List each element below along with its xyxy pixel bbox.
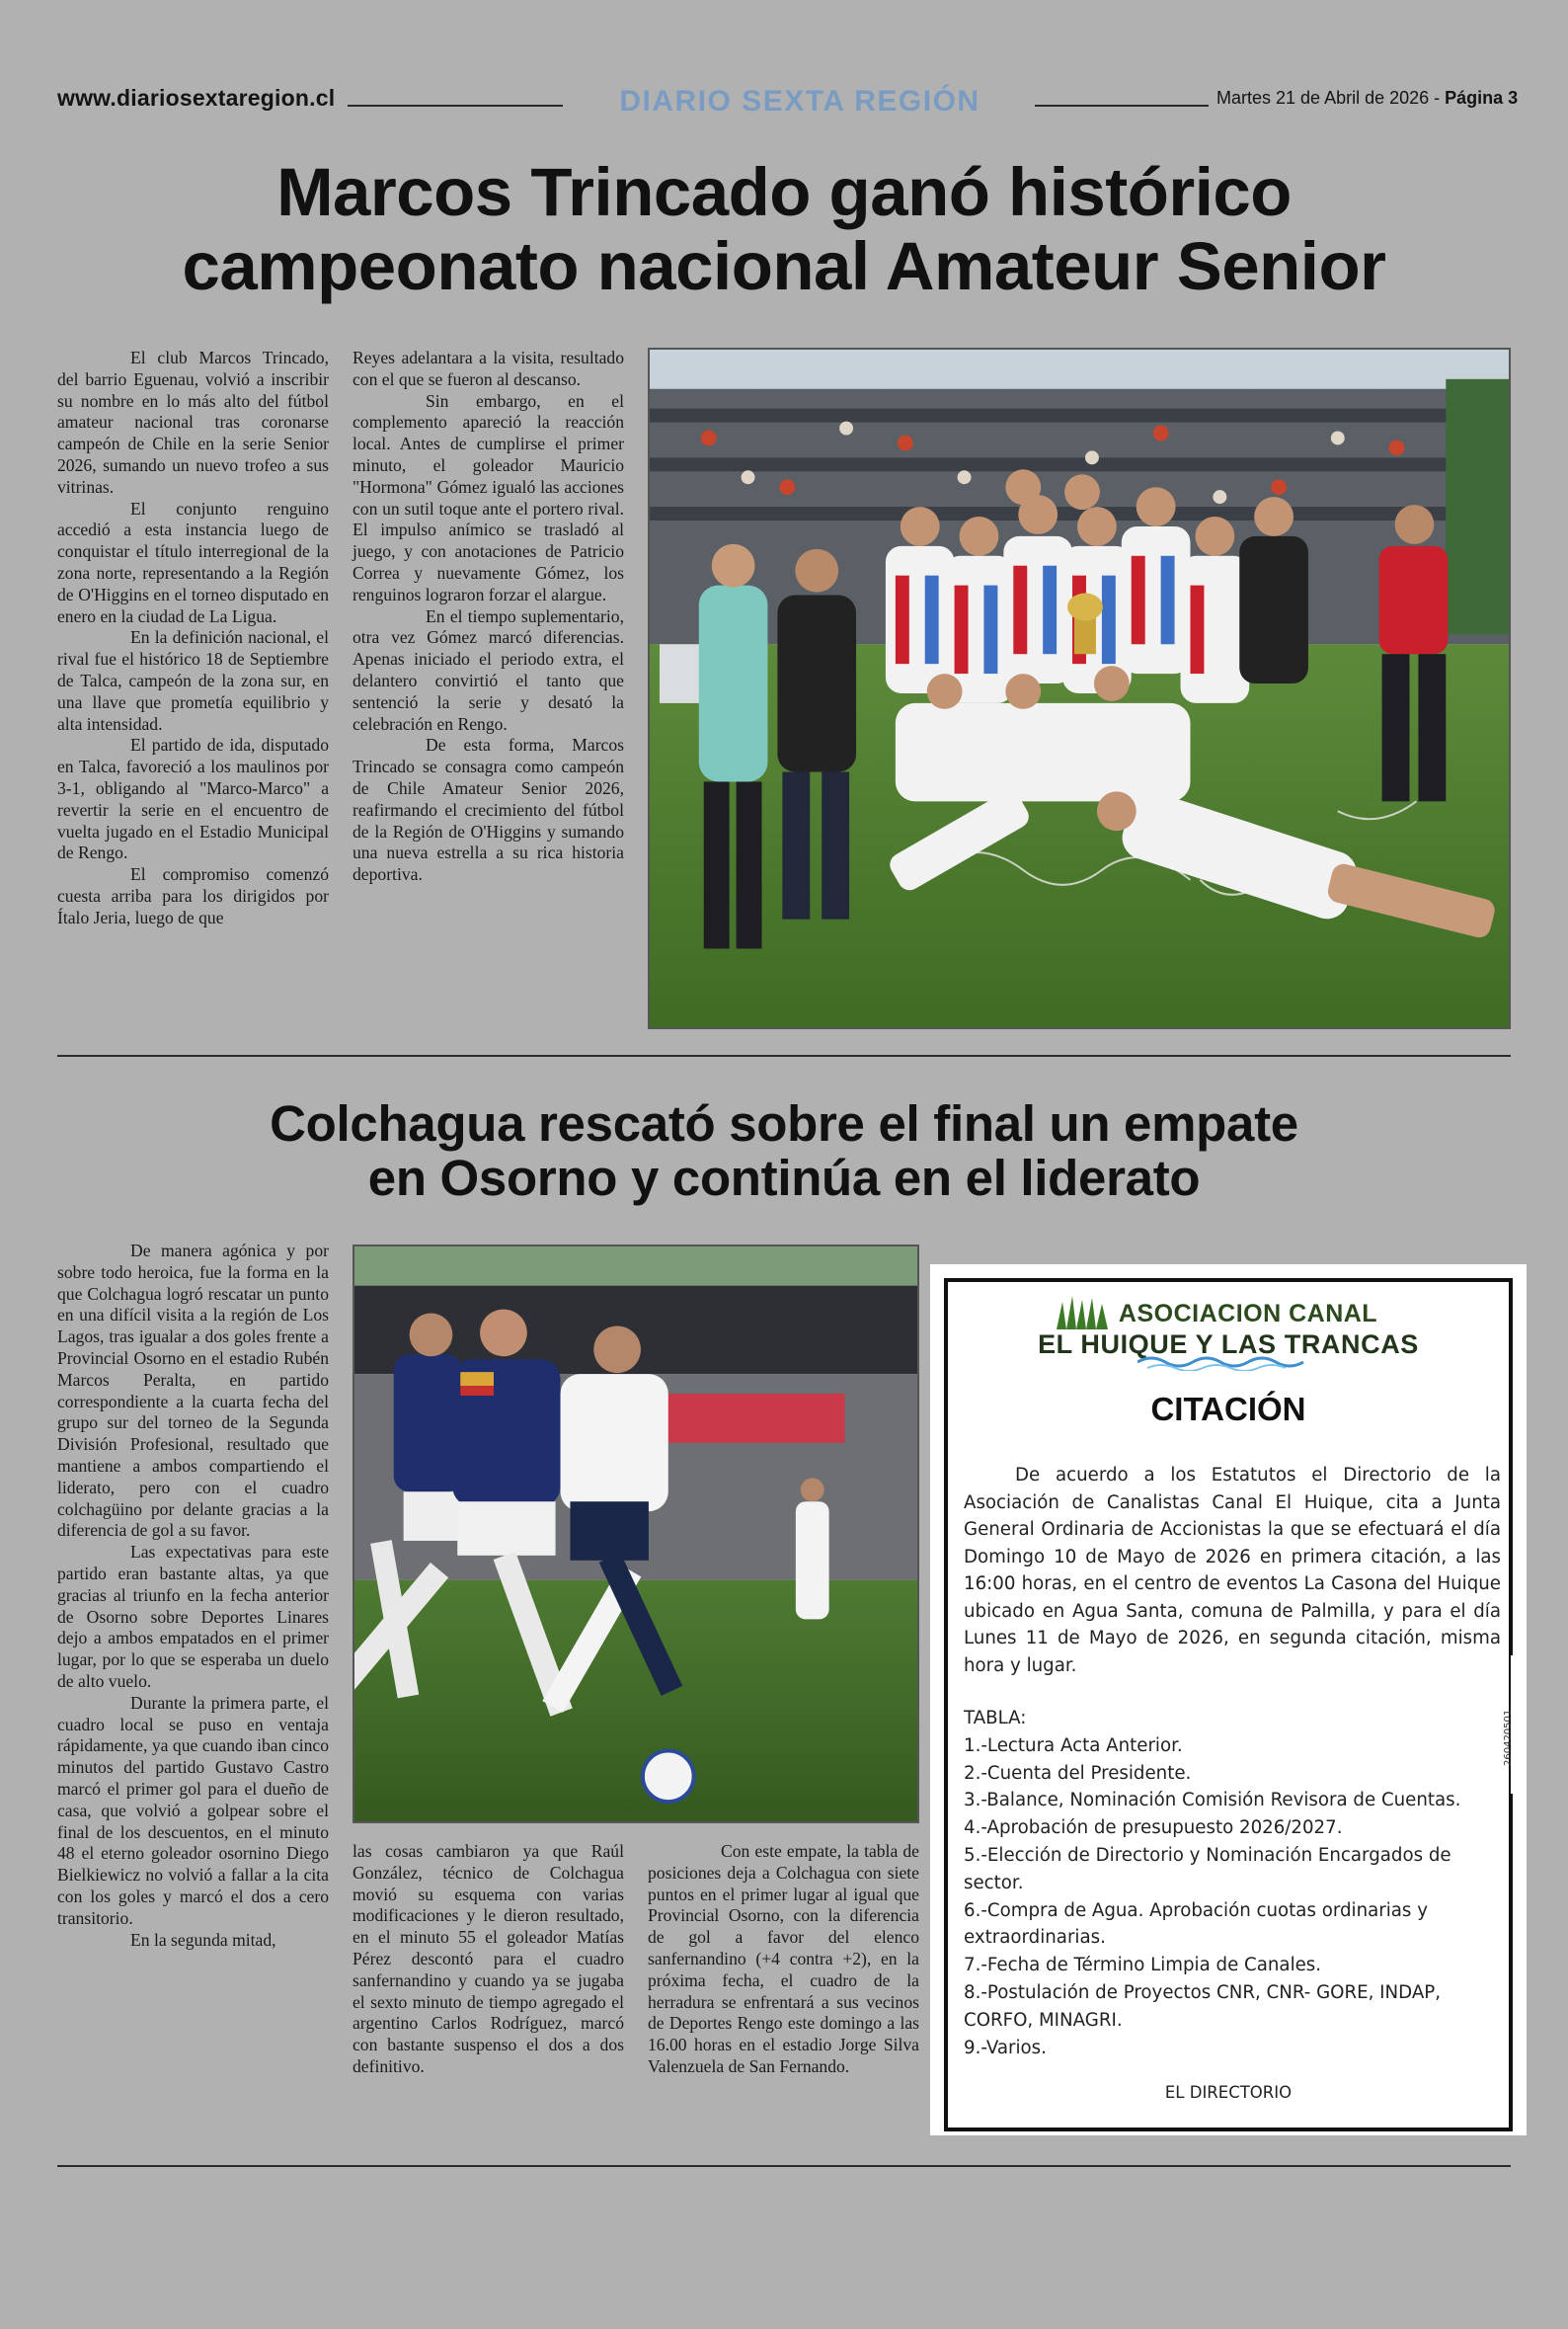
notice-paragraph: De acuerdo a los Estatutos el Directorio de la Asociación de Canalistas Canal El Huique, cita a Junta General Ordinaria de Accionistas la que se efectuará el día Domingo 10 de Mayo de 2026 en primera citación, a las 16:00 horas, en el centro de eventos La Casona del Huique ubicado en Agua Santa, comuna de Palmilla, y para el día Lunes 11 de Mayo de 2026, en segunda citación, misma hora y lugar. xyxy=(964,1465,1501,1676)
agenda-item: 9.-Varios. xyxy=(964,2037,1047,2058)
date-text: Martes 21 de Abril de 2026 - xyxy=(1216,88,1441,108)
paragraph-continued: las cosas cambiaron ya que Raúl González, técnico de Colchagua movió su esquema con varias modificaciones y le dieron resultado, en el minuto 55 el goleador Matías Pérez descontó para el cuadro sanfernandino y cuando ya se jugaba el sexto minuto de tiempo agregado el argentino Carlos Rodríguez, marcó con bastante suspenso el dos a dos definitivo. xyxy=(353,1841,624,2076)
article1-headline xyxy=(39,156,1529,303)
team-celebration-photo xyxy=(648,348,1511,1029)
ad-code-text: 260420501 xyxy=(1503,1709,1514,1766)
header-rule-right xyxy=(1035,105,1209,107)
notice-signature: EL DIRECTORIO xyxy=(1164,2083,1293,2102)
agenda-list xyxy=(964,1732,1501,2062)
water-wave-icon xyxy=(1137,1353,1305,1371)
paragraph: El conjunto renguino accedió a esta instancia luego de conquistar el título interregional de la zona norte, representando a la Región de O'Higgins en el torneo disputado en enero en la ciudad de La Ligua. xyxy=(57,498,329,626)
brand-name: DIARIO SEXTA REGIÓN xyxy=(619,85,980,118)
paragraph: El partido de ida, disputado en Talca, favoreció a los maulinos por 3-1, obligando al "Marco-Marco" a revertir la serie en el encuentro de vuelta jugado en el Estadio Municipal de Rengo. xyxy=(57,735,329,863)
match-action-photo xyxy=(353,1245,919,1823)
paragraph: El club Marcos Trincado, del barrio Eguenau, volvió a inscribir su nombre en lo más alto del fútbol amateur nacional tras coronarse campeón de Chile en la serie Senior 2026, sumando un nuevo trofeo a sus vitrinas. xyxy=(57,348,329,497)
paragraph: Con este empate, la tabla de posiciones deja a Colchagua con siete puntos en el primer lugar al igual que Provincial Osorno, con la diferencia de gol a favor del elenco sanfernandino (+4 contra +2), en la próxima fecha, el cuadro de la herradura se enfrentará a sus vecinos de Deportes Rengo este domingo a las 16.00 horas en el estadio Jorge Silva Valenzuela de San Fernando. xyxy=(648,1841,919,2076)
agenda-item: 3.-Balance, Nominación Comisión Revisora de Cuentas. xyxy=(964,1790,1461,1811)
site-url: www.diariosextaregion.cl xyxy=(57,85,336,111)
article1-column-2 xyxy=(353,348,624,886)
paragraph: El compromiso comenzó cuesta arriba para los dirigidos por Ítalo Jeria, luego de que xyxy=(57,864,329,927)
agenda-label: TABLA: xyxy=(964,1708,1027,1728)
paragraph: De manera agónica y por sobre todo heroica, fue la forma en la que Colchagua logró rescatar un punto en una difícil visita a la región de Los Lagos, tras igualar a dos goles frente a Provincial Osorno en el estadio Rubén Marcos Peralta, en partido correspondiente a la cuarta fecha del grupo sur del torneo de la Segunda División Profesional, resultado que mantiene a ambos compartiendo el liderato, pero con el cuadro colchagüino por delante gracias a la diferencia de gol a su favor. xyxy=(57,1241,329,1541)
headline-line: campeonato nacional Amateur Senior xyxy=(182,227,1386,304)
article2-headline xyxy=(39,1096,1529,1205)
article2-column-1 xyxy=(57,1241,329,1951)
paragraph: En la segunda mitad, xyxy=(130,1929,276,1950)
issue-date xyxy=(1216,88,1518,109)
page-bottom-rule xyxy=(57,2165,1511,2167)
ad-code xyxy=(1501,1679,1521,1768)
page-number: Página 3 xyxy=(1445,88,1519,108)
agenda-item: 4.-Aprobación de presupuesto 2026/2027. xyxy=(964,1817,1343,1839)
agenda xyxy=(964,1705,1501,2061)
header-rule-left xyxy=(348,105,563,107)
agenda-item: 2.-Cuenta del Presidente. xyxy=(964,1762,1192,1784)
paragraph: En la definición nacional, el rival fue el histórico 18 de Septiembre de Talca, campeón de la zona sur, en una llave que prometía equilibrio y alta intensidad. xyxy=(57,627,329,734)
article1-column-1 xyxy=(57,348,329,929)
agenda-item: 6.-Compra de Agua. Aprobación cuotas ordinarias y extraordinarias. xyxy=(964,1899,1428,1949)
headline-line: Colchagua rescató sobre el final un empate xyxy=(270,1095,1298,1152)
notice-title: CITACIÓN xyxy=(1150,1391,1306,1427)
paragraph: Las expectativas para este partido eran bastante altas, ya que gracias al triunfo en la fecha anterior de Osorno sobre Deportes Linares dejo a ambos empatados en el primer lugar, por lo que se esperaba un duelo de alto vuelo. xyxy=(57,1542,329,1691)
agenda-item: 1.-Lectura Acta Anterior. xyxy=(964,1734,1183,1756)
notice-body xyxy=(964,1462,1501,1679)
citation-notice xyxy=(930,1264,1527,2135)
agenda-item: 8.-Postulación de Proyectos CNR, CNR- GORE, INDAP, CORFO, MINAGRI. xyxy=(964,1981,1442,2031)
article2-column-3 xyxy=(648,1841,919,2078)
association-name: ASOCIACION CANAL xyxy=(1118,1300,1378,1327)
article2-column-2 xyxy=(353,1841,624,2078)
canal-name: EL HUIQUE Y LAS TRANCAS xyxy=(1038,1329,1419,1359)
paragraph-continued: Reyes adelantara a la visita, resultado con el que se fueron al descanso. xyxy=(353,348,624,389)
section-divider xyxy=(57,1055,1511,1057)
agenda-item: 7.-Fecha de Término Limpia de Canales. xyxy=(964,1955,1322,1976)
paragraph: Durante la primera parte, el cuadro local se puso en ventaja rápidamente, ya que cuando iban cinco minutos del partido Gustavo Castro marcó el primer gol para el dueño de casa, que volvió a golpear sobre el final de los descuentos, en el minuto 48 el eterno goleador osornino Diego Bielkiewicz no volvió a fallar a la cita con los goles y marcó el dos a cero transitorio. xyxy=(57,1692,329,1928)
paragraph: Sin embargo, en el complemento apareció la reacción local. Antes de cumplirse el primer minuto, el goleador Mauricio "Hormona" Gómez igualó las acciones con un sutil toque ante el portero rival. El impulso anímico se trasladó al juego, y con anotaciones de Patricio Correa y nuevamente Gómez, los renguinos lograron forzar el alargue. xyxy=(353,390,624,604)
paragraph: En el tiempo suplementario, otra vez Gómez marcó diferencias. Apenas iniciado el periodo extra, el delantero convirtió el tanto que sentenció la serie y desató la celebración en Rengo. xyxy=(353,605,624,734)
agenda-item: 5.-Elección de Directorio y Nominación Encargados de sector. xyxy=(964,1844,1451,1893)
headline-line: Marcos Trincado ganó histórico xyxy=(276,154,1292,230)
paragraph: De esta forma, Marcos Trincado se consagra como campeón de Chile Amateur Senior 2026, reafirmando el crecimiento del fútbol de la Región de O'Higgins y sumando una nueva estrella a su rica historia deportiva. xyxy=(353,735,624,885)
headline-line: en Osorno y continúa en el liderato xyxy=(367,1150,1201,1207)
